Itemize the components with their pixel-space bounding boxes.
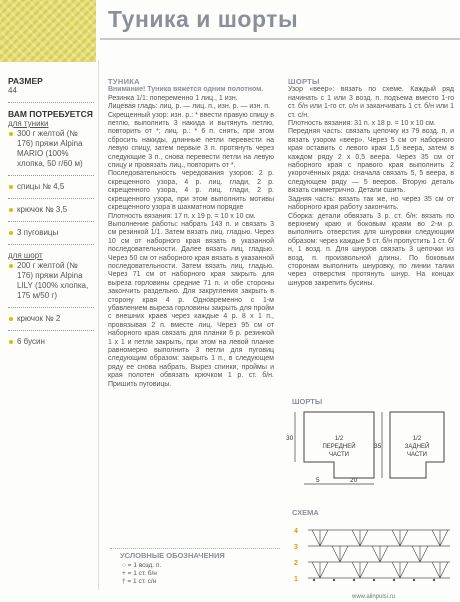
page-title: Туника и шорты	[108, 6, 299, 32]
shorts-yarn: 200 г желтой (№ 176) пряжи Alpina LILY (100% хлопка, 175 м/50 г)	[8, 261, 94, 301]
size-label: РАЗМЕР	[8, 76, 43, 86]
divider	[8, 102, 94, 103]
shorts-label: для шорт	[8, 251, 43, 260]
shorts-beads: 6 бусин	[8, 337, 94, 347]
dim-35: 35	[374, 443, 382, 450]
tunic-stockinette: Лицевая гладь: лиц. р. — лиц. п., изн. р. — изн. п.	[108, 103, 270, 111]
row-1-label: 1	[294, 576, 298, 583]
tunic-needles: спицы № 4,5	[8, 182, 94, 192]
tunic-gauge: Плотность вязания: 17 п. x 19 р. = 10 x 10 см.	[108, 212, 256, 220]
schema-heading: СХЕМА	[292, 508, 319, 517]
shorts-back: Задняя часть: вязать так же, но через 35 см от наборного края работу закончить.	[288, 195, 454, 212]
row-4-label: 4	[294, 528, 298, 535]
tunic-sequence: Последовательность чередования узоров: 2 р. скрещенного узора, 4 р. лиц. глади, 2 р. скрещенного узора, 4 р. лиц. глади, 2 р. скрещенного узора, при этом выполнить мотивы скрещенного узора в шахматном порядке	[108, 170, 274, 212]
row-2-label: 2	[294, 560, 298, 567]
back-part-label: 1/2 ЗАДНЕЙ ЧАСТИ	[404, 436, 430, 458]
legend-item-dc: † = 1 ст. с/н	[122, 578, 157, 585]
materials-label: ВАМ ПОТРЕБУЕТСЯ	[8, 109, 93, 119]
dim-30: 30	[286, 435, 294, 442]
shorts-front: Передняя часть: связать цепочку из 79 возд. п. и вязать узором «веер». Через 5 см от наборного края оставить с левого края 1,5 веера, затем в каждом ряду 2 x 0,5 веера. Через 35 см от наборного края с правого края выполнить 2 укорочённых ряда: сначала связать 5, 5 веера, в следующем ряду — 5 вееров. Вторую деталь вязать симметрично. Детали сшить.	[288, 128, 454, 195]
tunic-crossed-pattern: Скрещенный узор: изн. р.: * ввести правую спицу в петлю, выполнить 3 накида и вытянуть петлю, повторить от *; лиц. р.: * 6 п. снять, при этом сбросить накиды, длинные петли перевести на левую спицу, затем первые 3 п. протянуть через следующие 3 п., снова перевести петли на левую спицу и провязать лиц., повторить от *.	[108, 111, 274, 170]
shorts-schema-heading: ШОРТЫ	[292, 397, 323, 406]
shorts-schematic	[286, 406, 456, 486]
column-divider	[98, 60, 99, 590]
tunic-heading: ТУНИКА	[108, 77, 140, 86]
tunic-work: Выполнение работы: набрать 143 п. и связать 3 см резинкой 1/1. Затем вязать лиц. гладью. Через 10 см от наборного края вязать в указанной последовательности. Далее вязать лиц. гладью. Через 50 см от наборного края вязать в указанной последовательности. Затем вязать лиц. гладью. Через 71 см от наборного края закрыть для выреза горловины средние 71 п. и обе стороны закончить раздельно. Для закругления закрыть в сторону края 4 р. Одновременно с 1-м убавлением выреза горловины закрыть для пройм с внешних краев через каждые 4 р. 8 x 1 п., провязывая 2 п. вместе лиц. Через 95 см от наборного края связать для планки 6 р. резинкой 1 x 1 и петли закрыть, при этом на левой планке равномерно выполнить 3 петли для пуговиц следующим образом: закрыть 1 п., в следующем ряду ее снова набрать. Вырез спинки, проймы и края полотен обвязать крючком 1 р. ст. б/н. Пришить пуговицы.	[108, 220, 274, 388]
legend-item-chain: ○ = 1 возд. п.	[122, 562, 162, 569]
shorts-instructions	[288, 78, 454, 288]
shorts-fan-pattern: Узор «веер»: вязать по схеме. Каждый ряд начинать с 1 или 3 возд. п. подъема вместо 1-го ст. б/н или 1-го ст. с/н и заканчивать 1 ст. б/н или 1 ст. с/н.	[288, 86, 454, 119]
dim-5: 5	[316, 477, 320, 484]
watermark: www.alinpulsi.ru	[352, 594, 396, 600]
legend-sc-text: = 1 ст. б/н	[127, 570, 157, 577]
legend-item-sc: + = 1 ст. б/н	[122, 570, 157, 577]
divider	[8, 198, 94, 199]
divider	[8, 221, 94, 222]
tunic-instructions	[108, 78, 274, 389]
legend-chain-text: = 1 возд. п.	[127, 562, 162, 569]
tunic-note: Внимание! Туника вяжется одним полотном.	[108, 86, 264, 94]
divider	[8, 244, 94, 245]
tunic-label: для туники	[8, 119, 49, 128]
tunic-hook: крючок № 3,5	[8, 205, 94, 215]
size-value: 44	[8, 86, 17, 95]
shorts-assembly: Сборка: детали обвязать 3 р. ст. б/н: вязать по верхнему краю и боковым краям во 2-м р. выполнить отверстия для шнуровки следующим образом: через каждые 5 ст. б/н пропустить 1 ст. б/н, 1 возд. п. Для шнуров связать 3 цепочки из возд. п. произвольной длины. По боковым сторонам выполнить шнуровку, по линии талии через отверстия протянуть шнур. На концах шнуров закрепить бусины.	[288, 212, 454, 287]
legend	[110, 548, 280, 601]
shorts-heading: ШОРТЫ	[288, 77, 320, 86]
tunic-rib: Резинка 1/1: попеременно 1 лиц., 1 изн.	[108, 94, 238, 102]
stitch-chart	[290, 516, 456, 592]
divider	[8, 175, 94, 176]
divider	[8, 307, 94, 308]
shorts-gauge: Плотность вязания: 31 п. x 18 р. = 10 x 10 см.	[288, 120, 436, 128]
yarn-photo	[0, 0, 96, 62]
tunic-buttons: 3 пуговицы	[8, 228, 94, 238]
shorts-hook: крючок № 2	[8, 314, 94, 324]
materials-sidebar	[8, 76, 94, 347]
front-part-label: 1/2 ПЕРЕДНЕЙ ЧАСТИ	[322, 436, 356, 458]
title-rule	[100, 38, 460, 40]
legend-heading: УСЛОВНЫЕ ОБОЗНАЧЕНИЯ	[120, 551, 225, 560]
divider	[8, 330, 94, 331]
tunic-yarn: 300 г желтой (№ 176) пряжи Alpina MARIO (100% хлопка, 50 г/60 м)	[8, 129, 94, 169]
row-3-label: 3	[294, 544, 298, 551]
dim-20: 20	[350, 477, 358, 484]
legend-dc-text: = 1 ст. с/н	[127, 578, 157, 585]
